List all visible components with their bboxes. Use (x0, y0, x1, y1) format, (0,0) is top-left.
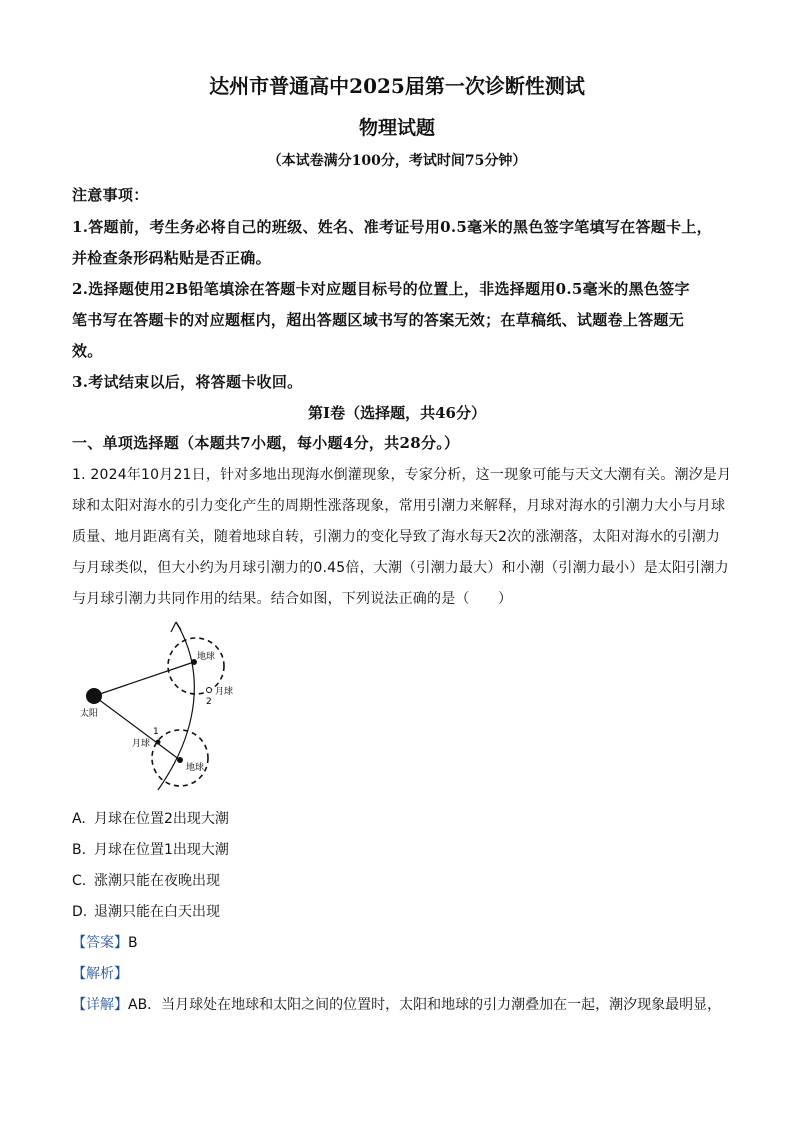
option-text: 月球在位置1出现大潮 (94, 842, 229, 858)
option-text: 涨潮只能在夜晚出现 (94, 873, 220, 889)
moon-orbit-top (168, 638, 224, 694)
option-d (72, 901, 220, 921)
notice-line: 1.答题前，考生务必将自己的班级、姓名、准考证号用0.5毫米的黑色签字笔填写在答题卡上， (72, 218, 712, 236)
exam-title: 达州市普通高中2025届第一次诊断性测试 (209, 74, 585, 98)
option-text: 月球在位置2出现大潮 (94, 811, 229, 827)
subject-title: 物理试题 (358, 117, 435, 139)
position-1-label: 1 (153, 727, 159, 737)
sun-earth-line-bottom (94, 696, 180, 760)
orbit-arrow-icon (171, 622, 181, 632)
detail-tag: 【详解】 (72, 997, 128, 1013)
question-line: 与月球类似，但大小约为月球引潮力的0.45倍，大潮（引潮力最大）和小潮（引潮力最小）是太阳引潮力 (72, 560, 729, 576)
option-label: B. (72, 842, 87, 858)
notice-line: 3.考试结束以后，将答题卡收回。 (72, 373, 303, 391)
part-title: 一、单项选择题（本题共7小题，每小题4分，共28分。） (72, 434, 460, 452)
detail-text: AB．当月球处在地球和太阳之间的位置时，太阳和地球的引力潮叠加在一起，潮汐现象最明显， (128, 997, 722, 1013)
notice-line: 并检查条形码粘贴是否正确。 (72, 249, 271, 267)
analysis-line (72, 963, 128, 983)
notice-line: 效。 (72, 342, 103, 360)
question-line: 球和太阳对海水的引力变化产生的周期性涨落现象，常用引潮力来解释，月球对海水的引潮力大小与月球 (72, 498, 726, 514)
earth-label-top: 地球 (197, 652, 216, 662)
exam-note: （本试卷满分100分，考试时间75分钟） (267, 153, 527, 169)
option-label: A. (72, 811, 86, 827)
position-2-label: 2 (206, 697, 212, 707)
earth-label-bottom: 地球 (186, 763, 205, 773)
moon-label-top: 月球 (215, 687, 234, 697)
answer-tag: 【答案】 (72, 935, 128, 951)
option-label: D. (72, 904, 88, 920)
option-b (72, 839, 229, 859)
moon-icon-pos2 (207, 688, 212, 693)
answer-line (72, 932, 138, 952)
question-line: 质量、地月距离有关，随着地球自转，引潮力的变化导致了海水每天2次的涨潮落，太阳对海水的引潮力 (72, 529, 721, 545)
option-text: 退潮只能在白天出现 (94, 904, 220, 920)
detail-line (72, 994, 721, 1014)
sun-earth-line-top (94, 662, 194, 696)
notice-line: 笔书写在答题卡的对应题框内，超出答题区域书写的答案无效；在草稿纸、试题卷上答题无 (72, 311, 685, 329)
question-line: 1. 2024年10月21日，针对多地出现海水倒灌现象，专家分析，这一现象可能与天文大潮有关。潮汐是月 (72, 467, 732, 483)
question-line: 与月球引潮力共同作用的结果。结合如图，下列说法正确的是（ ） (72, 591, 513, 607)
analysis-tag: 【解析】 (72, 966, 128, 982)
moon-label-bottom: 月球 (132, 739, 151, 749)
notice-heading: 注意事项： (72, 186, 149, 204)
sun-label: 太阳 (80, 709, 99, 719)
option-c (72, 870, 220, 890)
earth-icon-bottom (177, 757, 183, 763)
notice-line: 2.选择题使用2B铅笔填涂在答题卡对应题目标号的位置上，非选择题用0.5毫米的黑色签字 (72, 280, 690, 298)
tide-diagram (72, 612, 242, 792)
answer-value: B (128, 935, 138, 951)
moon-icon-pos1 (156, 740, 161, 745)
section-title: 第Ⅰ卷（选择题，共46分） (308, 404, 486, 422)
option-label: C. (72, 873, 87, 889)
option-a (72, 808, 229, 828)
